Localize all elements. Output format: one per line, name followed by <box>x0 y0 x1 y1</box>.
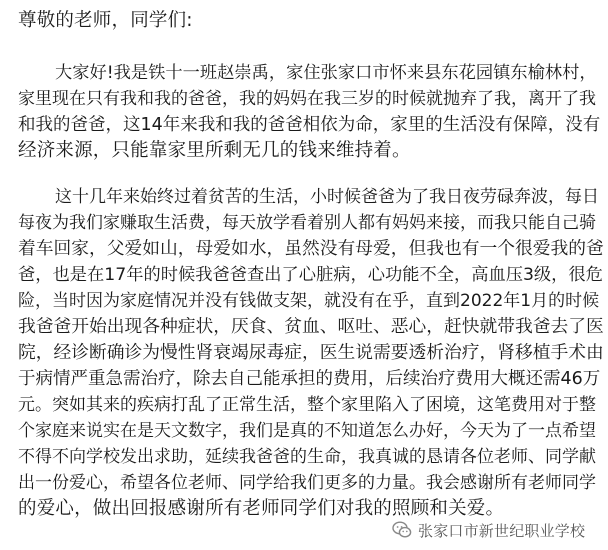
paragraph-line: 的爱心，做出回报感谢所有老师同学们对我的照顾和关爱。 <box>18 498 505 519</box>
paragraph-line: 和我的爸爸，这14年来我和我的爸爸相依为命，家里的生活没有保障，没有 <box>18 115 601 135</box>
paragraph-line: 出一份爱心，希望各位老师、同学给我们更多的力量。我会感谢所有老师同学 <box>18 473 596 493</box>
paragraph-line: 我爸爸开始出现各种症状，厌食、贫血、呕吐、恶心，赶快就带我爸去了医 <box>18 317 604 337</box>
paragraph-line: 个家庭来说实在是天文数字，我们是真的不知道怎么办好，今天为了一点希望 <box>18 421 596 441</box>
paragraph-line: 大家好!我是铁十一班赵崇禹，家住张家口市怀来县东花园镇东榆林村， <box>55 63 597 83</box>
paragraph-line: 家里现在只有我和我的爸爸，我的妈妈在我三岁的时候就抛弃了我，离开了我 <box>18 89 596 109</box>
paragraph-line: 着车回家，父爱如山，母爱如水，虽然没有母爱，但我也有一个很爱我的爸 <box>18 239 604 259</box>
paragraph-line: 险，当时因为家庭情况并没有钱做支架，就没有在乎，直到2022年1月的时候 <box>18 291 600 311</box>
paragraph-line: 爸，也是在17年的时候我爸爸查出了心脏病，心功能不全，高血压3级，很危 <box>18 265 603 285</box>
paragraph-line: 经济来源，只能靠家里所剩无几的钱来维持着。 <box>18 140 411 161</box>
account-watermark <box>392 518 585 542</box>
paragraph-line: 院，经诊断确诊为慢性肾衰竭尿毒症，医生说需要透析治疗，肾移植手术由 <box>18 343 604 363</box>
wechat-icon <box>392 520 412 540</box>
paragraph-line: 这十几年来始终过着贫苦的生活，小时候爸爸为了我日夜劳碌奔波，每日 <box>55 187 599 207</box>
paragraph-line: 不得不向学校发出求助，延续我爸爸的生命，我真诚的恳请各位老师、同学献 <box>18 447 596 467</box>
paragraph-line: 每夜为我们家赚取生活费，每天放学看着别人都有妈妈来接，而我只能自己骑 <box>18 213 596 233</box>
paragraph-1 <box>18 60 601 164</box>
watermark-text: 张家口市新世纪职业学校 <box>418 521 586 540</box>
letter-greeting: 尊敬的老师，同学们: <box>18 10 193 31</box>
paragraph-2 <box>18 184 604 522</box>
paragraph-line: 元。突如其来的疾病打乱了正常生活，整个家里陷入了困境，这笔费用对于整 <box>18 395 596 415</box>
paragraph-line: 于病情严重急需治疗，除去自己能承担的费用，后续治疗费用大概还需46万 <box>18 369 601 389</box>
